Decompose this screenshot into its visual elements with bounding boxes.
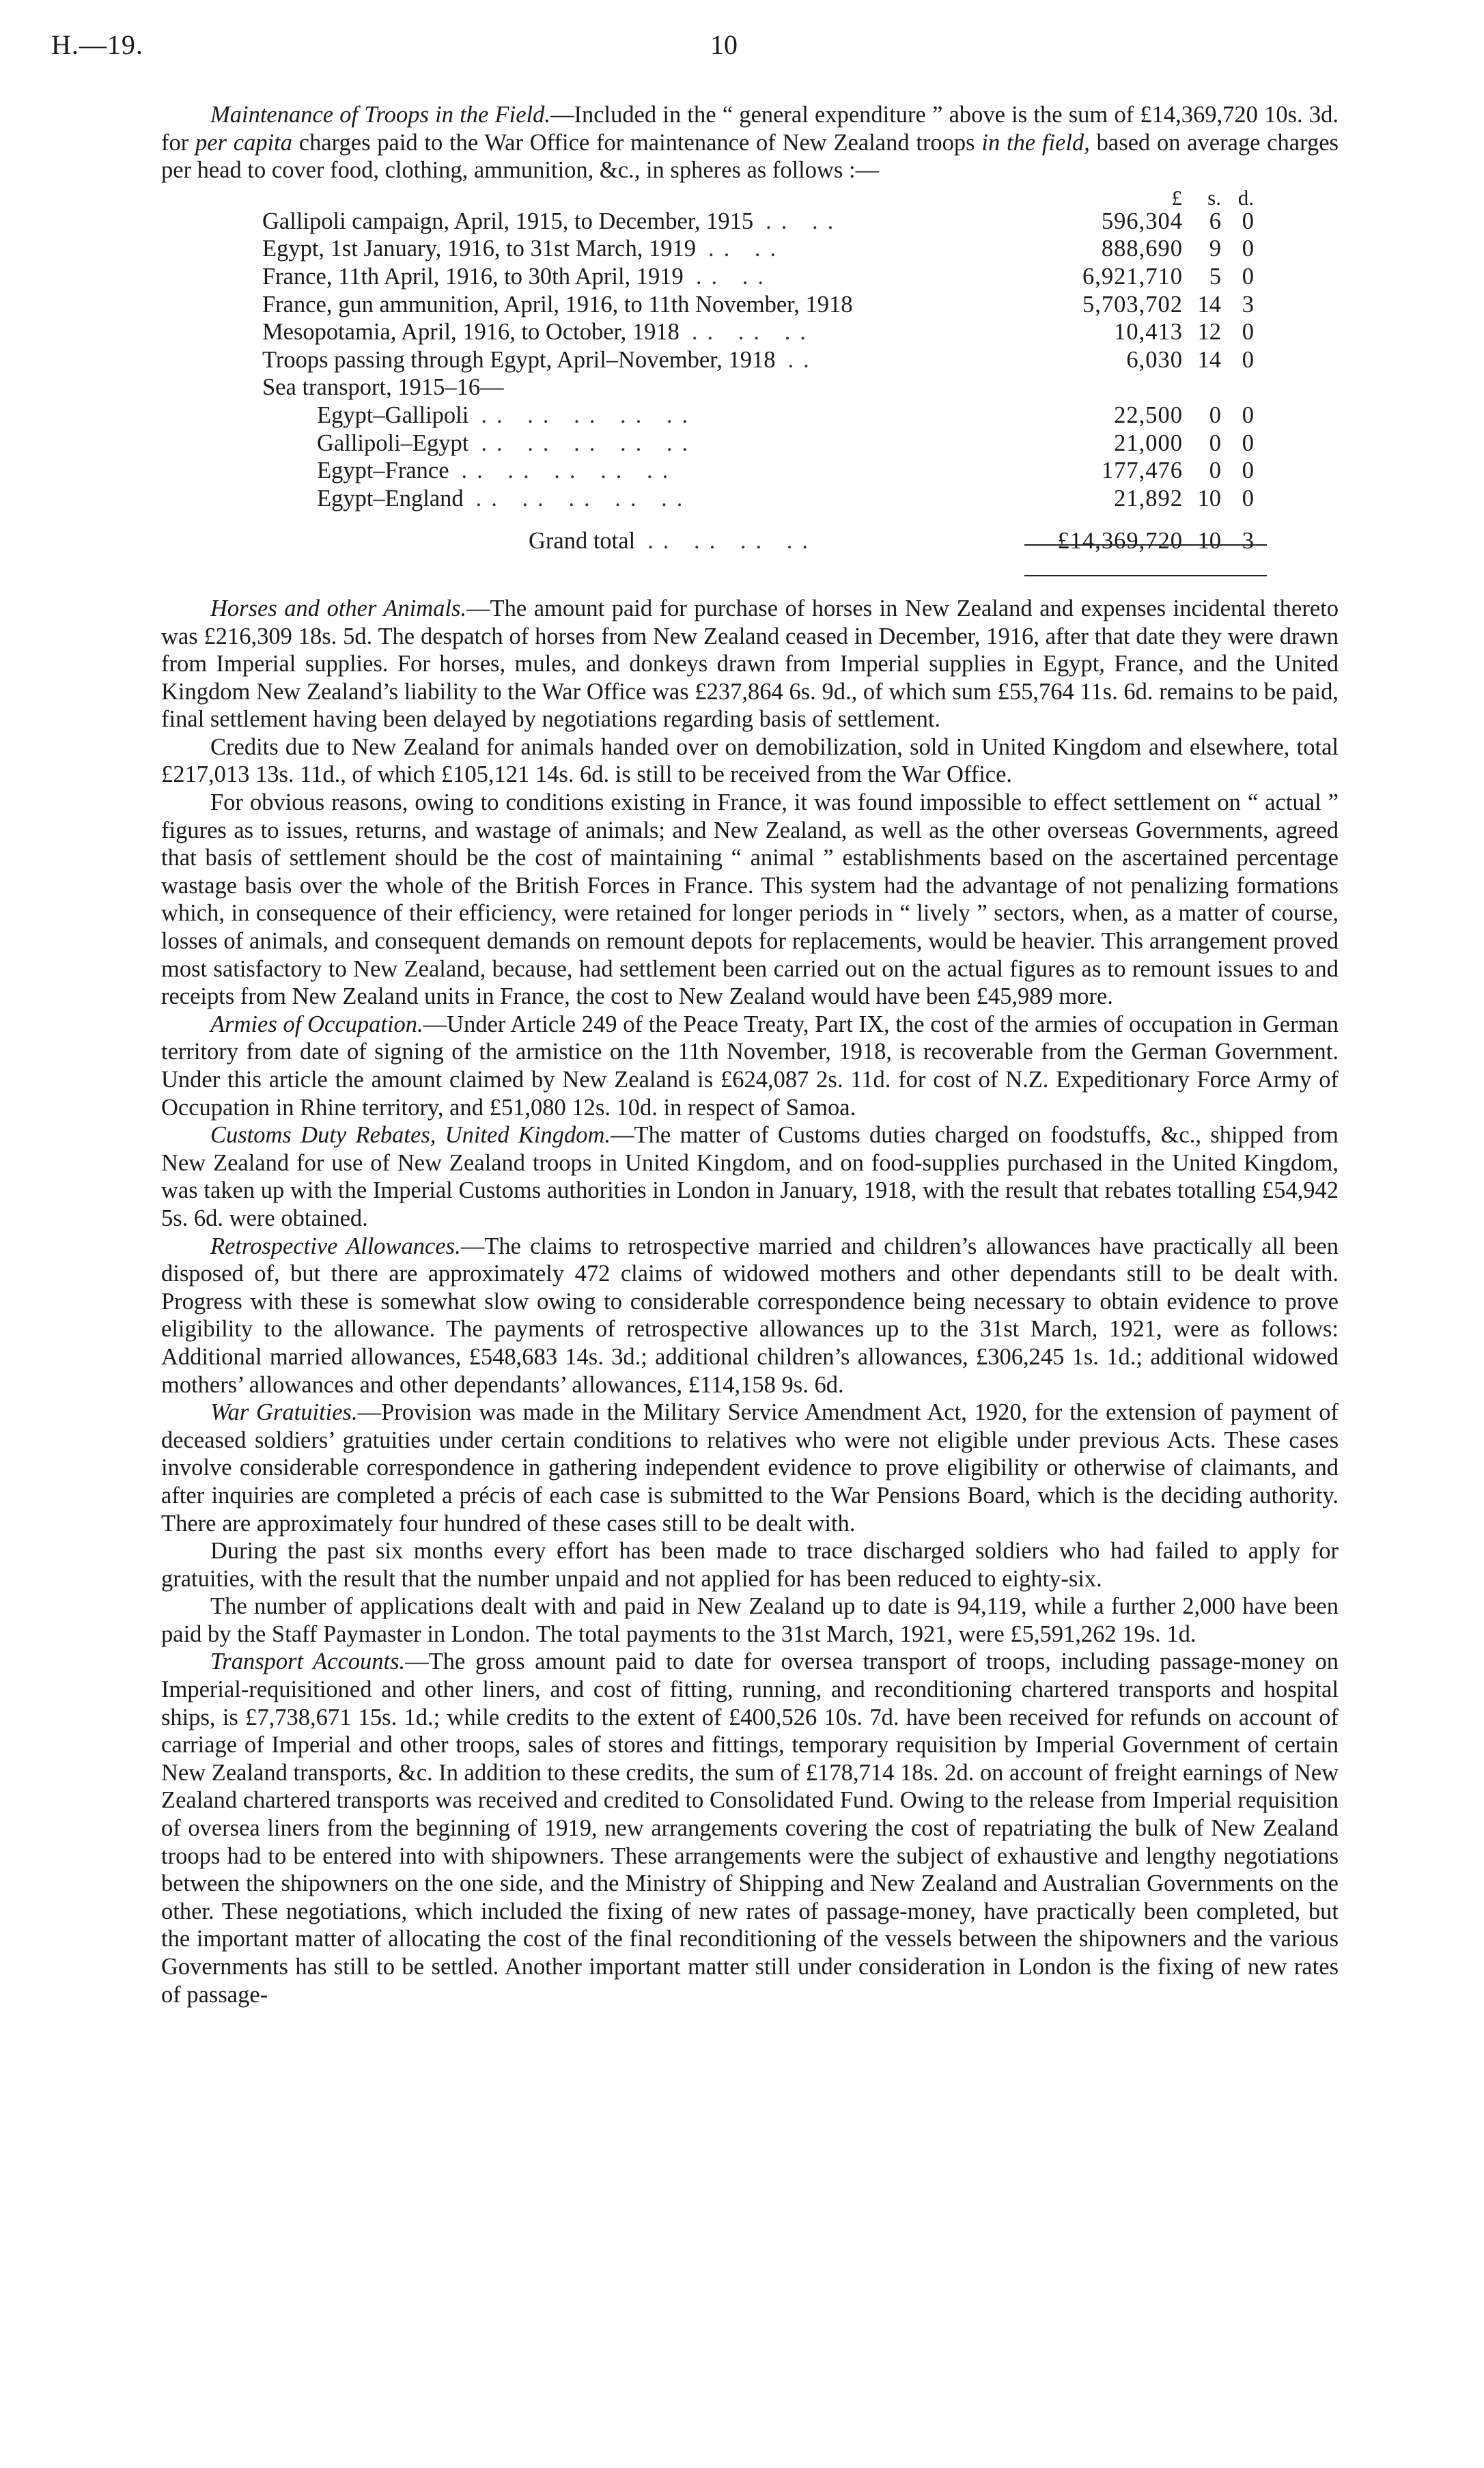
- table-row: [262, 430, 1339, 458]
- table-total-row: [262, 527, 1339, 555]
- body-paragraph: [161, 1648, 1339, 2008]
- row-pence: 0: [1242, 263, 1254, 290]
- row-label: Sea transport, 1915–16—: [262, 374, 504, 401]
- paragraph-text: The number of applications dealt with and paid in New Zealand up to date is 94,119, while a further 2,000 have been paid by the Staff Paymaster in London. The total payments to the 31st March, 1921, were £5,591,262 19s. 1d.: [161, 1593, 1339, 1647]
- row-shillings: 6: [1209, 208, 1221, 234]
- table-row: [262, 346, 1339, 374]
- paragraph-title: Transport Accounts.: [210, 1649, 406, 1675]
- row-label: Egypt, 1st January, 1916, to 31st March, 1919: [262, 236, 696, 262]
- body-paragraph: [161, 1593, 1339, 1648]
- row-label: France, gun ammunition, April, 1916, to 11th November, 1918: [262, 291, 853, 318]
- row-leader: .. .. .. .. ..: [481, 430, 698, 456]
- row-label: Gallipoli–Egypt: [317, 430, 469, 456]
- paragraph-text: For obvious reasons, owing to conditions existing in France, it was found impossible to effect settlement on “ actual ” figures as to issues, returns, and wastage of animals; and New Zealand, as well as the other overseas Governments, agreed that basis of settlement should be the cost of maintaining “ animal ” establishments based on the ascertained percentage wastage basis over the whole of the British Forces in France. This system had the advantage of not penalizing formations which, in consequence of their efficiency, were retained for longer periods in “ lively ” sectors, when, as a matter of course, losses of animals, and consequent demands on remount depots for replacements, would be heavier. This arrangement proved most satisfactory to New Zealand, because, had settlement been carried out on the actual figures as to remount issues to and receipts from New Zealand units in France, the cost to New Zealand would have been £45,989 more.: [161, 789, 1339, 1010]
- total-pence: 3: [1242, 528, 1254, 555]
- page-reference: H.—19.: [51, 29, 143, 60]
- row-leader: ..: [787, 346, 819, 373]
- paragraph-title: Retrospective Allowances.: [210, 1233, 461, 1259]
- paragraph-title: Horses and other Animals.: [210, 595, 467, 621]
- body-paragraph: [161, 595, 1339, 733]
- expenditure-table: [262, 184, 1339, 555]
- intro-italic-b: per capita: [195, 129, 292, 156]
- row-pence: 0: [1242, 458, 1254, 484]
- row-leader: .. .. ..: [691, 319, 815, 346]
- row-shillings: 0: [1209, 402, 1221, 428]
- row-label: Egypt–England: [317, 485, 464, 511]
- total-pounds: £14,369,720: [1057, 528, 1183, 555]
- intro-title: Maintenance of Troops in the Field.: [210, 102, 550, 128]
- row-pence: 0: [1242, 485, 1254, 511]
- body-paragraphs: [161, 595, 1339, 2008]
- paragraph-title: Armies of Occupation.: [210, 1011, 423, 1037]
- table-row: [262, 263, 1339, 291]
- row-shillings: 10: [1197, 485, 1221, 511]
- paragraph-title: War Gratuities.: [210, 1399, 358, 1426]
- table-row: [262, 457, 1339, 485]
- intro-text-e: based on average charges per head to cover food, clothing, ammunition, &c., in spheres as follows :—: [161, 129, 1339, 184]
- total-rule-top: [1024, 544, 1267, 546]
- row-shillings: 0: [1209, 430, 1221, 456]
- row-label: Mesopotamia, April, 1916, to October, 1918: [262, 319, 680, 346]
- paragraph-text: Credits due to New Zealand for animals handed over on demobilization, sold in United Kingdom and elsewhere, total £217,013 13s. 11d., of which £105,121 14s. 6d. is still to be received from the War Office.: [161, 733, 1339, 788]
- page-number: 10: [710, 29, 738, 60]
- paragraph-text: —The claims to retrospective married and children’s allowances have practically all been disposed of, but there are approximately 472 claims of widowed mothers and other dependants still to be dealt with. Progress with these is somewhat slow owing to considerable correspondence being necessary to obtain evidence to prove eligibility to the allowance. The payments of retrospective allowances up to the 31st March, 1921, were as follows: Additional married allowances, £548,683 14s. 3d.; additional children’s allowances, £306,245 1s. 1d.; additional widowed mothers’ allowances and other dependants’ allowances, £114,158 9s. 6d.: [161, 1233, 1339, 1398]
- row-pounds: 177,476: [1101, 458, 1183, 484]
- row-shillings: 12: [1197, 319, 1221, 346]
- row-leader: .. ..: [695, 263, 773, 290]
- table-body: [262, 208, 1339, 513]
- total-label: Grand total: [529, 528, 636, 555]
- table-header-row: [262, 184, 1339, 208]
- body-paragraph: [161, 1121, 1339, 1232]
- row-pence: 0: [1242, 402, 1254, 428]
- row-pounds: 596,304: [1101, 208, 1183, 234]
- total-shillings: 10: [1197, 528, 1221, 555]
- table-row: [262, 402, 1339, 430]
- paragraph-text: —The gross amount paid to date for oversea transport of troops, including passage-money on Imperial-requisitioned and other liners, and cost of fitting, running, and reconditioning chartered transports and hospital ships, is £7,738,671 15s. 1d.; while credits to the extent of £400,526 10s. 7d. have been received for refunds on account of carriage of Imperial and other troops, sales of stores and fittings, temporary requisition by Imperial Government of certain New Zealand transports, &c. In addition to these credits, the sum of £178,714 18s. 2d. on account of freight earnings of New Zealand chartered transports was received and credited to Consolidated Fund. Owing to the release from Imperial requisition of oversea liners from the beginning of 1919, new arrangements covering the cost of repatriating the bulk of New Zealand troops had to be entered into with shipowners. These arrangements were the subject of exhaustive and lengthy negotiations between the shipowners on the one side, and the Ministry of Shipping and New Zealand and Australian Governments on the other. These negotiations, which included the fixing of new rates of passage-money, have practically been completed, but the important matter of allocating the cost of the final reconditioning of the vessels between the shipowners and the various Governments has still to be settled. Another important matter still under consideration in London is the fixing of new rates of passage-: [161, 1649, 1339, 2008]
- row-leader: .. ..: [766, 208, 843, 234]
- row-shillings: 0: [1209, 458, 1221, 484]
- intro-text-a: —Included in the “ general expenditure ” above is the sum of £14,369,720 10s. 3d. for: [161, 102, 1339, 156]
- table-row: [262, 318, 1339, 346]
- body-paragraph: [161, 733, 1339, 789]
- paragraph-text: —Under Article 249 of the Peace Treaty, Part IX, the cost of the armies of occupation in German territory from date of signing of the armistice on the 11th November, 1918, is recoverable from the German Government. Under this article the amount claimed by New Zealand is £624,087 2s. 11d. for cost of N.Z. Expeditionary Force Army of Occupation in Rhine territory, and £51,080 12s. 10d. in respect of Samoa.: [161, 1011, 1339, 1121]
- table-row: [262, 208, 1339, 236]
- body-paragraph: [161, 1011, 1339, 1121]
- body-paragraph: [161, 1399, 1339, 1537]
- row-shillings: 5: [1209, 263, 1221, 290]
- row-label: Troops passing through Egypt, April–November, 1918: [262, 346, 776, 373]
- intro-text-c: charges paid to the War Office for maintenance of New Zealand troops: [292, 129, 982, 156]
- row-pence: 0: [1242, 208, 1254, 234]
- row-leader: .. .. .. .. ..: [461, 458, 678, 484]
- row-pounds: 21,892: [1114, 485, 1183, 511]
- row-leader: .. .. .. .. ..: [475, 485, 692, 511]
- row-shillings: 14: [1197, 291, 1221, 318]
- row-label: Gallipoli campaign, April, 1915, to December, 1915: [262, 208, 754, 234]
- row-shillings: 9: [1209, 236, 1221, 262]
- paragraph-text: During the past six months every effort has been made to trace discharged soldiers who had failed to apply for gratuities, with the result that the number unpaid and not applied for has been reduced to eighty-six.: [161, 1538, 1339, 1592]
- row-shillings: 14: [1197, 346, 1221, 373]
- row-pounds: 21,000: [1114, 430, 1183, 456]
- body-paragraph: [161, 1233, 1339, 1399]
- paragraph-text: —The matter of Customs duties charged on foodstuffs, &c., shipped from New Zealand for use of New Zealand troops in United Kingdom, and on food-supplies purchased in the United Kingdom, was taken up with the Imperial Customs authorities in London in January, 1918, with the result that rebates totalling £54,942 5s. 6d. were obtained.: [161, 1122, 1339, 1231]
- row-pence: 0: [1242, 430, 1254, 456]
- header-shillings: s.: [1207, 185, 1221, 210]
- row-leader: .. ..: [708, 236, 786, 262]
- header-pence: d.: [1237, 185, 1254, 210]
- intro-paragraph: [161, 101, 1339, 184]
- row-pence: 0: [1242, 236, 1254, 262]
- paragraph-text: —The amount paid for purchase of horses in New Zealand and expenses incidental thereto was £216,309 18s. 5d. The despatch of horses from New Zealand ceased in December, 1916, after that date they were drawn from Imperial supplies. For horses, mules, and donkeys drawn from Imperial supplies in Egypt, France, and the United Kingdom New Zealand’s liability to the War Office was £237,864 6s. 9d., of which sum £55,764 11s. 6d. remains to be paid, final settlement having been delayed by negotiations regarding basis of settlement.: [161, 595, 1339, 733]
- paragraph-text: —Provision was made in the Military Service Amendment Act, 1920, for the extension of payment of deceased soldiers’ gratuities under certain conditions to relatives who were not eligible under previous Acts. These cases involve considerable correspondence in gathering independent evidence to prove eligibility or otherwise of claimants, and after inquiries are completed a précis of each case is submitted to the War Pensions Board, which is the deciding authority. There are approximately four hundred of these cases still to be dealt with.: [161, 1399, 1339, 1537]
- row-leader: .. .. .. .. ..: [481, 402, 698, 428]
- row-pounds: 10,413: [1114, 319, 1183, 346]
- row-pence: 0: [1242, 346, 1254, 373]
- paragraph-title: Customs Duty Rebates, United Kingdom.: [210, 1122, 611, 1149]
- row-pounds: 6,030: [1126, 346, 1183, 373]
- total-leader: .. .. .. ..: [647, 528, 818, 555]
- header-pounds: £: [1171, 185, 1183, 210]
- table-row: [262, 374, 1339, 402]
- body-paragraph: [161, 1537, 1339, 1593]
- row-pence: 3: [1242, 291, 1254, 318]
- body-paragraph: [161, 789, 1339, 1011]
- intro-italic-d: in the field,: [981, 129, 1090, 156]
- page-body: [161, 101, 1339, 2008]
- row-pounds: 5,703,702: [1082, 291, 1183, 318]
- row-pounds: 22,500: [1114, 402, 1183, 428]
- table-row: [262, 485, 1339, 513]
- table-row: [262, 291, 1339, 319]
- total-rule-bottom: [1024, 575, 1267, 576]
- row-pence: 0: [1242, 319, 1254, 346]
- table-row: [262, 235, 1339, 263]
- row-label: Egypt–France: [317, 458, 449, 484]
- row-label: France, 11th April, 1916, to 30th April, 1919: [262, 263, 684, 290]
- row-pounds: 6,921,710: [1082, 263, 1183, 290]
- row-pounds: 888,690: [1101, 236, 1183, 262]
- row-label: Egypt–Gallipoli: [317, 402, 469, 428]
